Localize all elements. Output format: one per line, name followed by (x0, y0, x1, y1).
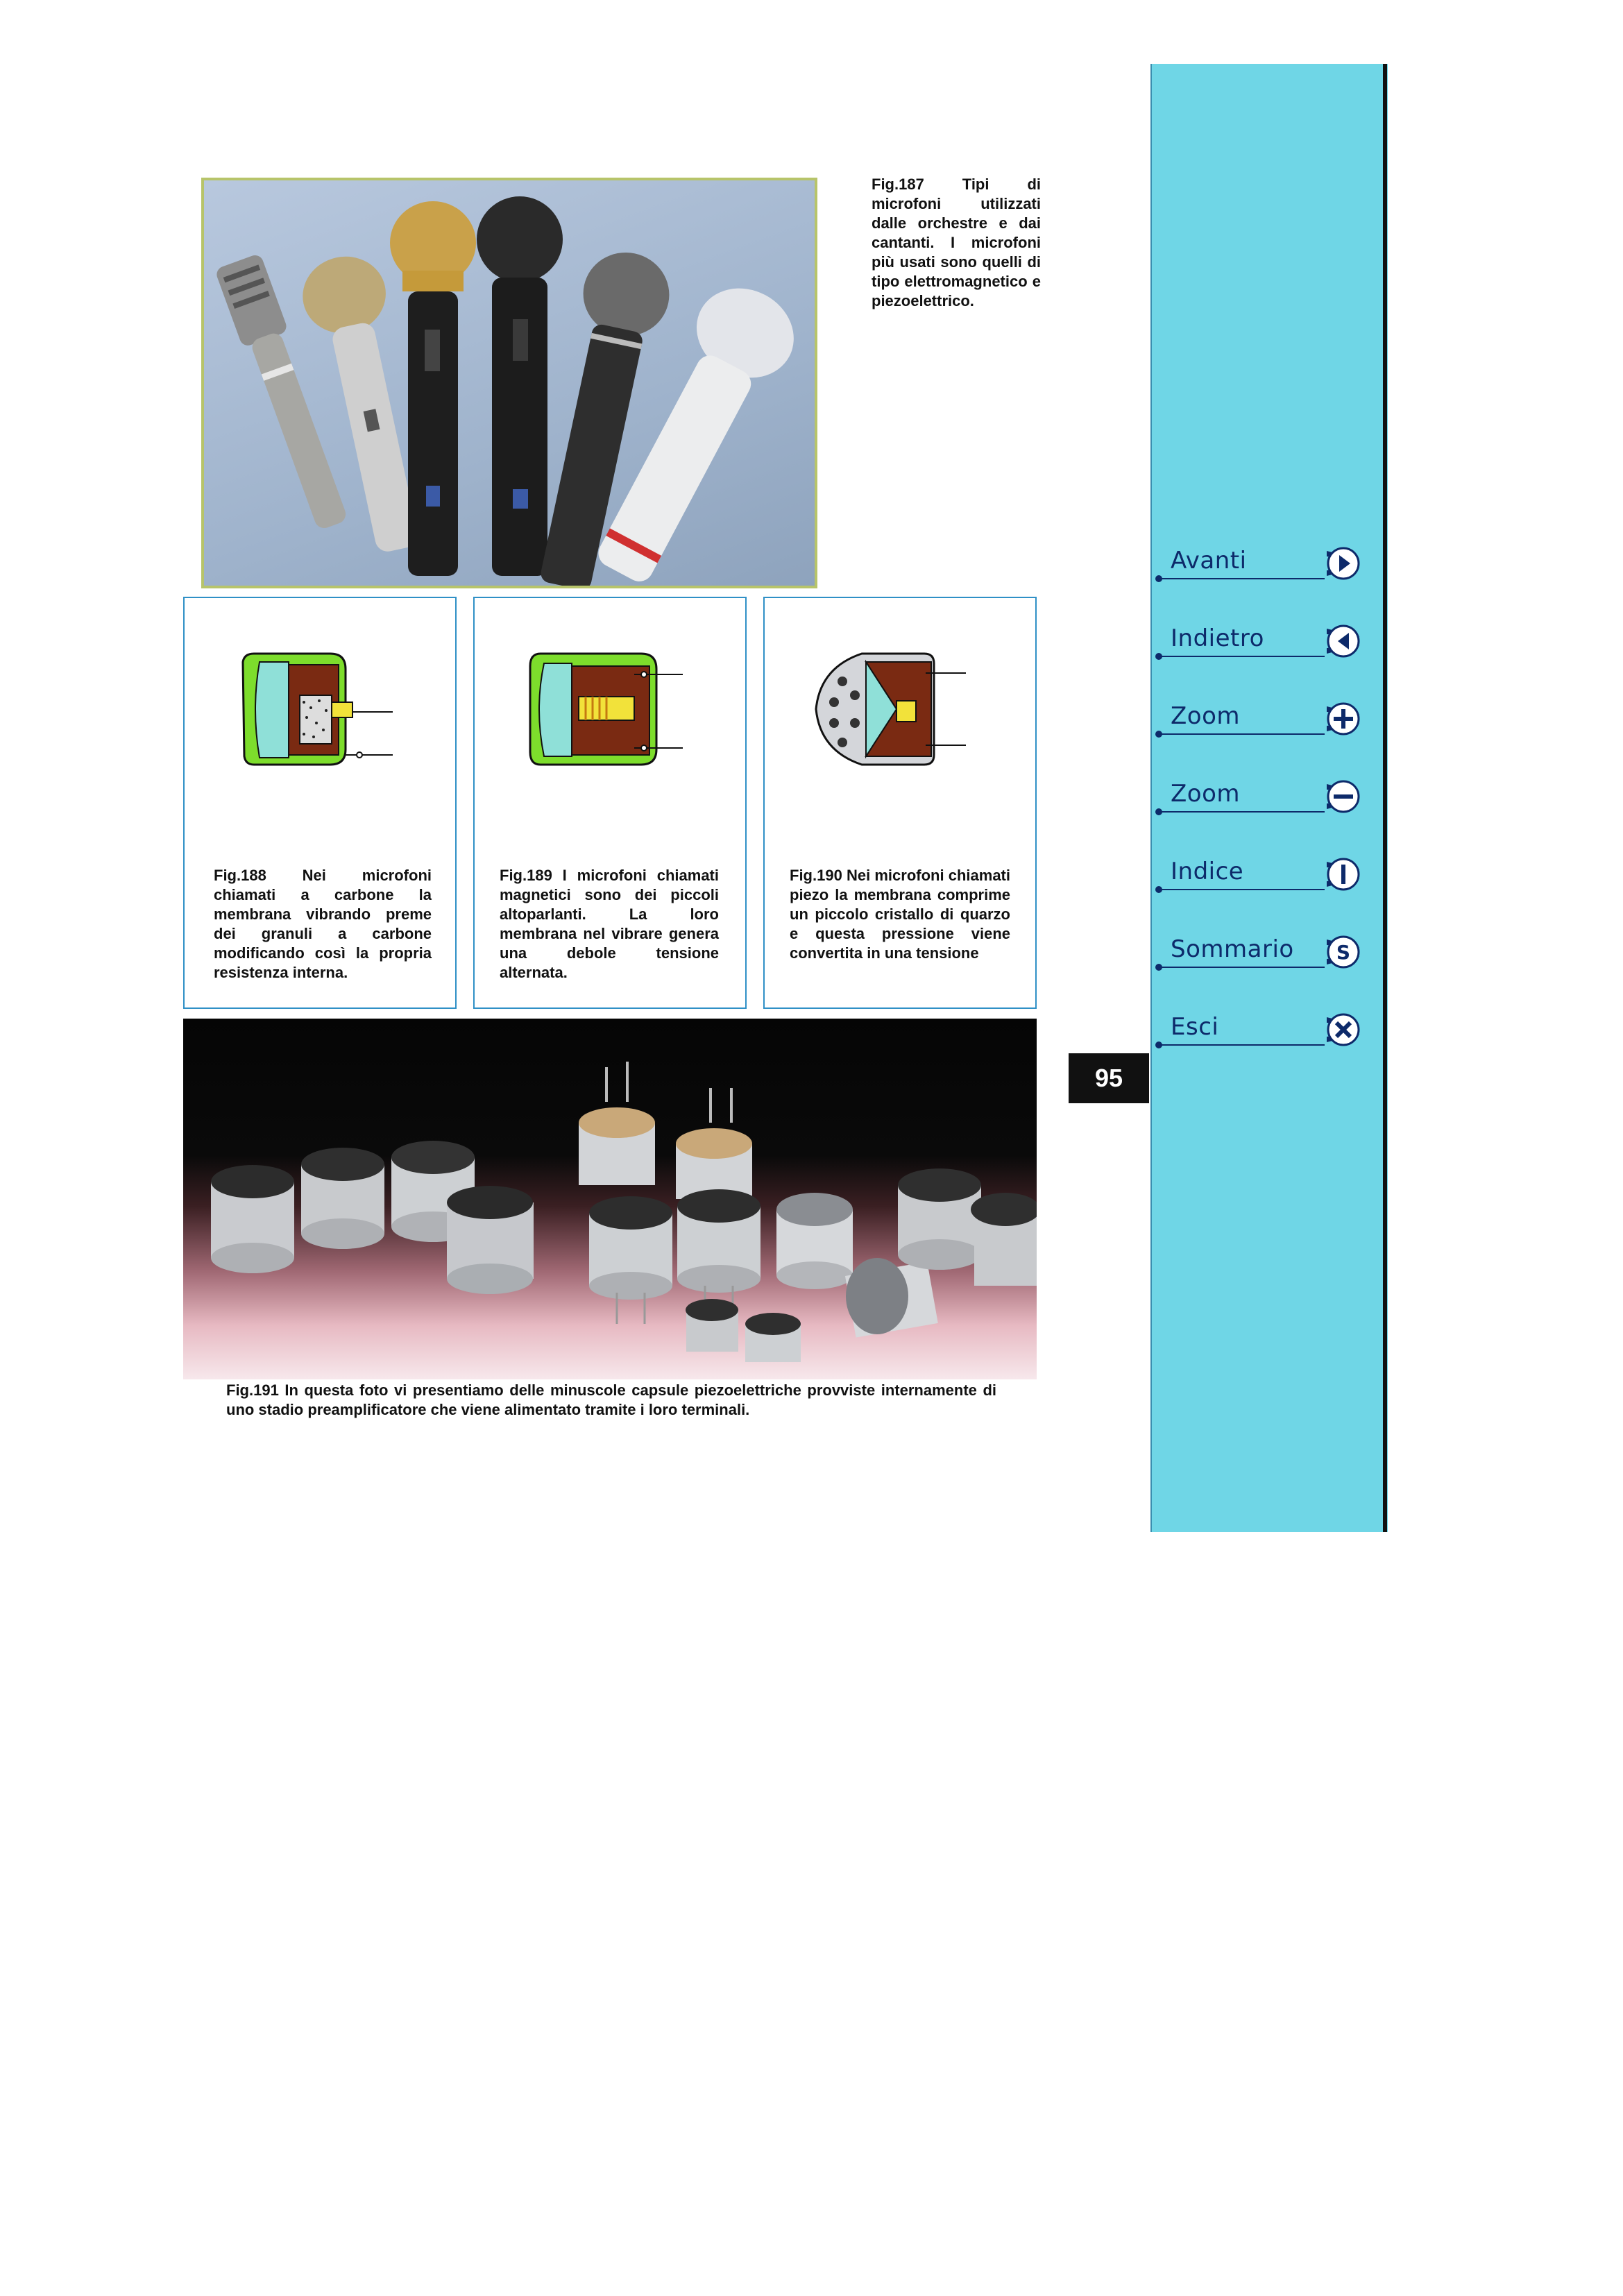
fig189-panel (473, 597, 747, 1009)
nav-zoom-out-label: Zoom (1171, 780, 1241, 808)
nav-zoom-in-label: Zoom (1171, 702, 1241, 730)
fig190-panel (763, 597, 1037, 1009)
nav-esci-label: Esci (1171, 1013, 1219, 1041)
fig188-panel (183, 597, 457, 1009)
fig190-caption: Fig.190 Nei microfoni chiamati piezo la membrana comprime un piccolo cristallo di quarzo e questa pressione viene convertita in una tensione (790, 867, 1010, 962)
fig189-caption: Fig.189 I microfoni chiamati magnetici sono dei piccoli altoparlanti. La loro membrana nel vibrare genera una debole tensione alternata. (500, 867, 719, 981)
nav-sommario-label: Sommario (1171, 935, 1294, 963)
capsule-12 (971, 1193, 1037, 1286)
nav-esci-button[interactable] (1155, 1007, 1384, 1056)
nav-indietro-label: Indietro (1171, 624, 1264, 652)
index-icon (1318, 852, 1374, 896)
arrow-left-icon (1318, 619, 1374, 663)
nav-avanti-button[interactable] (1155, 541, 1384, 590)
nav-indice-button[interactable] (1155, 852, 1384, 901)
fig187-caption: Fig.187 Tipi di microfoni utilizzati dalle orchestre e dai cantanti. I microfoni più usati sono quelli di tipo elettromagnetico e piezoelettrico. (872, 176, 1041, 309)
capsule-1 (211, 1165, 294, 1273)
summary-icon (1318, 930, 1374, 974)
capsule-11 (898, 1168, 981, 1270)
fig188-caption: Fig.188 Nei microfoni chiamati a carbone la membrana vibrando preme dei granuli a carbone modificando così la propria resistenza interna. (214, 867, 432, 981)
fig191-capsules-photo (183, 1019, 1037, 1379)
microphone-4 (477, 196, 563, 576)
svg-text:S: S (1336, 941, 1351, 964)
capsule-4 (447, 1186, 534, 1294)
capsule-6 (676, 1088, 752, 1199)
capsule-9 (776, 1193, 853, 1289)
nav-indice-label: Indice (1171, 858, 1244, 885)
capsule-5 (579, 1062, 655, 1185)
magnetic-microphone-diagram (475, 598, 745, 848)
capsule-2 (301, 1148, 384, 1249)
zoom-in-icon (1318, 697, 1374, 741)
capsule-7 (589, 1196, 672, 1324)
nav-indietro-button[interactable] (1155, 619, 1384, 667)
page-number: 95 (1069, 1053, 1149, 1103)
capsule-14 (745, 1313, 801, 1362)
carbon-microphone-diagram (185, 598, 455, 848)
nav-zoom-in-button[interactable] (1155, 697, 1384, 745)
capsule-8 (677, 1189, 760, 1317)
arrow-right-icon (1318, 541, 1374, 586)
nav-zoom-out-button[interactable] (1155, 774, 1384, 823)
fig187-microphones-photo (201, 178, 817, 588)
nav-sommario-button[interactable] (1155, 930, 1384, 978)
capsule-13 (686, 1299, 738, 1352)
zoom-out-icon (1318, 774, 1374, 819)
capsule-10 (845, 1258, 938, 1338)
exit-icon (1318, 1007, 1374, 1052)
fig191-caption: Fig.191 In questa foto vi presentiamo delle minuscole capsule piezoelettriche provviste internamente di uno stadio preamplificatore che viene alimentato tramite i loro terminali. (226, 1381, 996, 1418)
nav-avanti-label: Avanti (1171, 547, 1247, 575)
piezo-microphone-diagram (765, 598, 1035, 848)
